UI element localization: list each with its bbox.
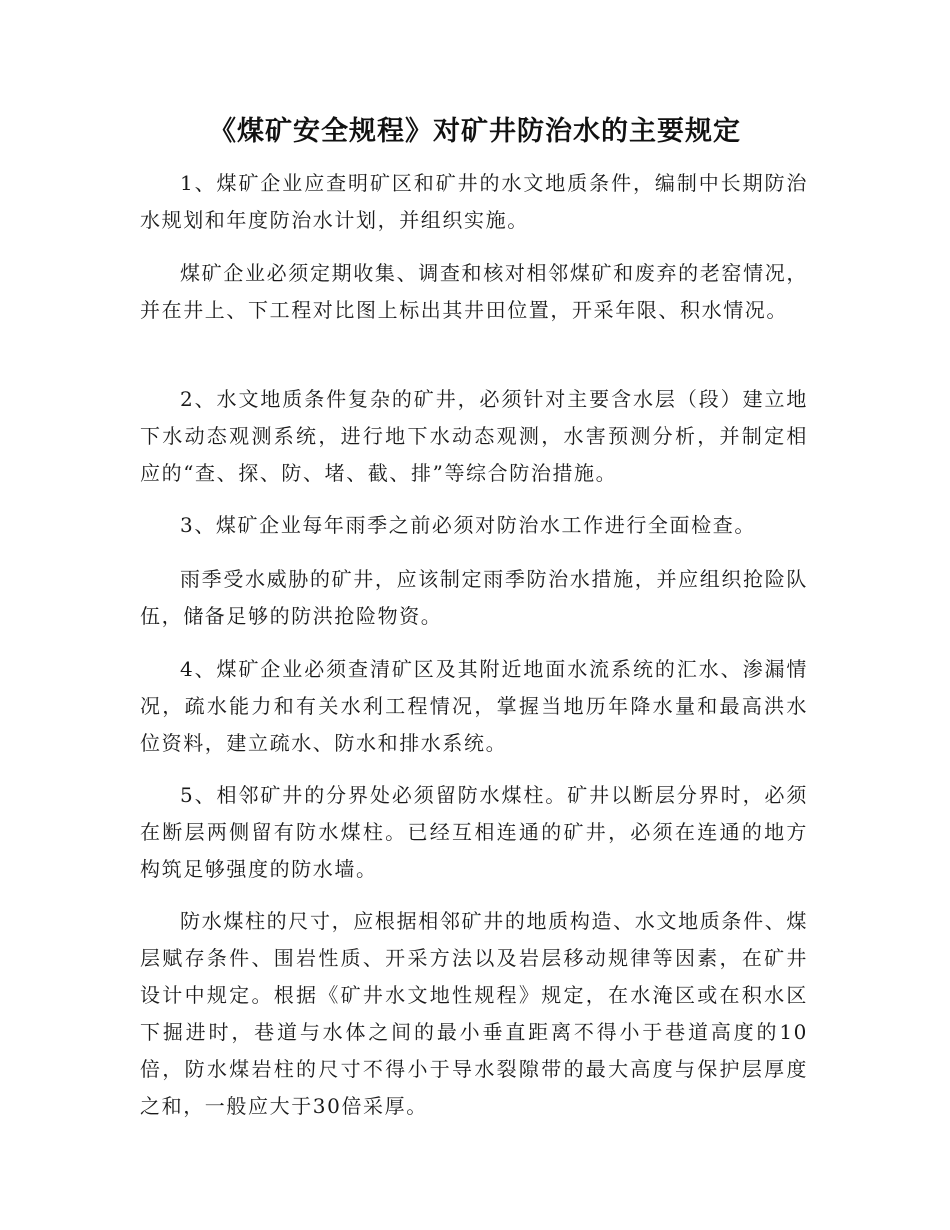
paragraph-7: 5、相邻矿井的分界处必须留防水煤柱。矿井以断层分界时，必须在断层两侧留有防水煤柱。已经互相连通的矿井，必须在连通的地方构筑足够强度的防水墙。 [140,783,808,881]
paragraph-1: 1、煤矿企业应查明矿区和矿井的水文地质条件，编制中长期防治水规划和年度防治水计划，并组织实施。 [140,171,808,232]
paragraph-2: 煤矿企业必须定期收集、调查和核对相邻煤矿和废弃的老窑情况，并在井上、下工程对比图上标出其井田位置，开采年限、积水情况。 [140,261,808,322]
paragraph-8: 防水煤柱的尺寸，应根据相邻矿井的地质构造、水文地质条件、煤层赋存条件、围岩性质、开采方法以及岩层移动规律等因素，在矿井设计中规定。根据《矿井水文地性规程》规定，在水淹区或在积水区下掘进时，巷道与水体之间的最小垂直距离不得小于巷道高度的10倍，防水煤岩柱的尺寸不得小于导水裂隙带的最大高度与保护层厚度之和，一般应大于30倍采厚。 [140,909,808,1118]
paragraph-3: 2、水文地质条件复杂的矿井，必须针对主要含水层（段）建立地下水动态观测系统，进行地下水动态观测，水害预测分析，并制定相应的“查、探、防、堵、截、排”等综合防治措施。 [140,387,808,485]
paragraph-5: 雨季受水威胁的矿井，应该制定雨季防治水措施，并应组织抢险队伍，储备足够的防洪抢险物资。 [140,567,808,628]
page-title: 《煤矿安全规程》对矿井防治水的主要规定 [209,116,741,147]
paragraph-6: 4、煤矿企业必须查清矿区及其附近地面水流系统的汇水、渗漏情况，疏水能力和有关水利工程情况，掌握当地历年降水量和最高洪水位资料，建立疏水、防水和排水系统。 [140,657,808,755]
paragraph-4: 3、煤矿企业每年雨季之前必须对防治水工作进行全面检查。 [180,513,756,537]
